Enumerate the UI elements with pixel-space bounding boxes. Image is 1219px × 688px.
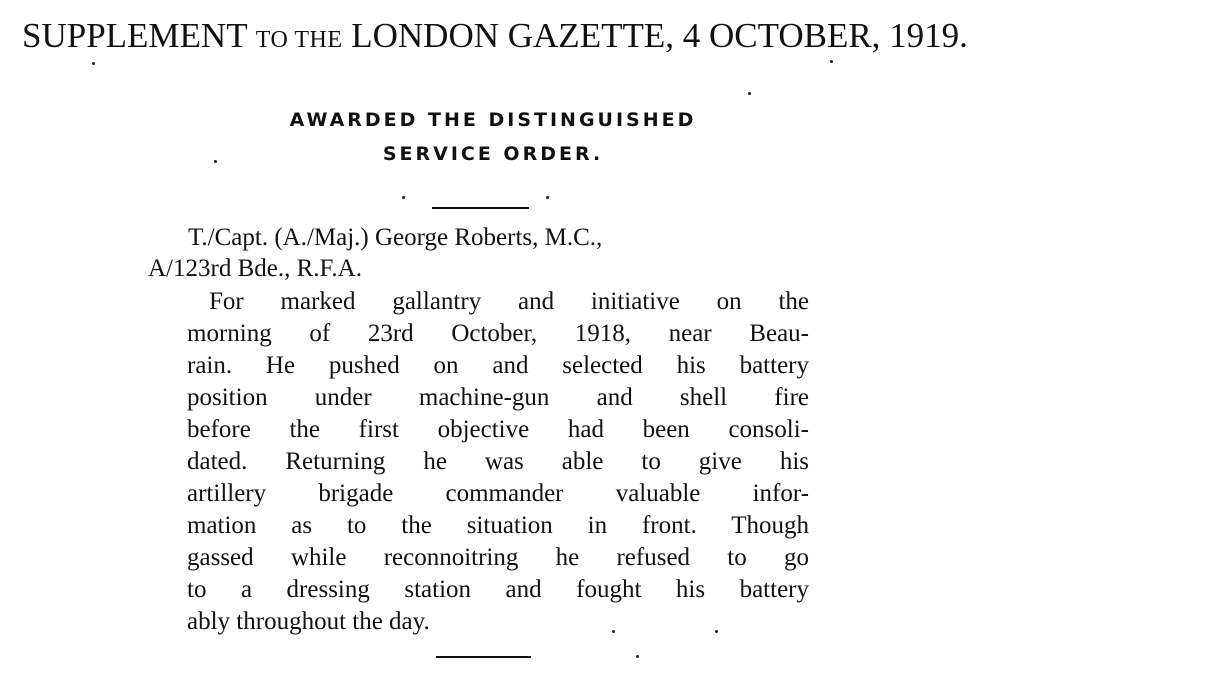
citation-line: mation as to the situation in front. Though [187,512,809,539]
citation-line: before the first objective had been consoli- [187,416,809,443]
award-heading-line2: SERVICE ORDER. [382,143,604,165]
scan-speck [546,196,549,199]
scan-speck [402,196,405,199]
citation-line: to a dressing station and fought his battery [187,576,809,603]
scan-speck [715,630,718,633]
scan-speck [214,160,217,163]
citation-line: morning of 23rd October, 1918, near Beau- [187,320,809,347]
scan-speck [636,655,639,658]
header-supplement: SUPPLEMENT [22,16,247,55]
citation-line: For marked gallantry and initiative on the [209,288,809,315]
citation-line: ably throughout the day. [187,608,430,635]
scan-speck [830,60,833,63]
citation-paragraph [187,286,809,638]
section-divider-top [432,207,529,209]
recipient-unit: A/123rd Bde., R.F.A. [148,255,362,282]
citation-line: rain. He pushed on and selected his battery [187,352,809,379]
scan-speck [92,62,95,65]
award-heading-line1: AWARDED THE DISTINGUISHED [289,109,697,131]
header-to-the: TO THE [255,27,343,53]
citation-line: dated. Returning he was able to give his [187,448,809,475]
citation-line: artillery brigade commander valuable infor- [187,480,809,507]
scan-speck [748,92,751,95]
scan-speck [612,630,615,633]
citation-line: position under machine-gun and shell fire [187,384,809,411]
citation-line: gassed while reconnoitring he refused to go [187,544,809,571]
page-header [22,12,1202,64]
recipient-name: T./Capt. (A./Maj.) George Roberts, M.C., [188,224,603,251]
section-divider-bottom [436,656,531,658]
header-gazette-date: LONDON GAZETTE, 4 OCTOBER, 1919. [351,16,968,55]
